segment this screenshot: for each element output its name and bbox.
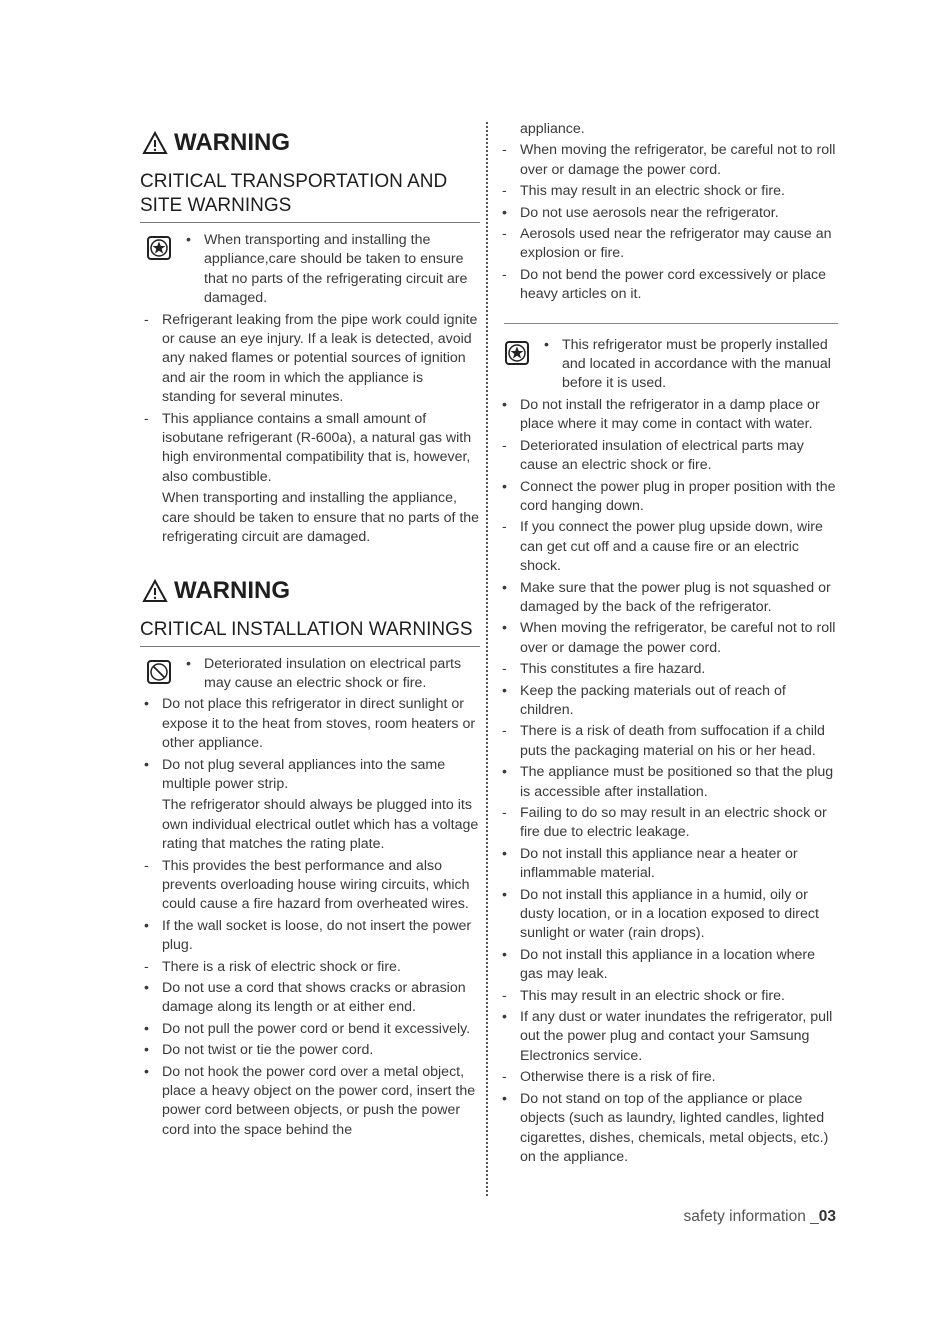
list-item: - If you connect the power plug upside down, wire can get cut off and a cause fire or an electric shock. [498,518,838,576]
list-item: - There is a risk of electric shock or fire. [140,958,480,977]
list-item: • Do not use aerosols near the refrigerator. [498,204,838,223]
list-item: - This constitutes a fire hazard. [498,660,838,679]
list-item: - This appliance contains a small amount of isobutane refrigerant (R-600a), a natural gas with high environmental compatibility that is, however, also combustible. [140,410,480,488]
list-item: - There is a risk of death from suffocation if a child puts the packaging material on his or her head. [498,722,838,761]
list-item: • Keep the packing materials out of reach of children. [498,682,838,721]
left-column [140,128,480,1142]
list-item: - Failing to do so may result in an electric shock or fire due to electric leakage. [498,804,838,843]
list-item: • Do not install the refrigerator in a damp place or place where it may come in contact with water. [498,396,838,435]
list-item: - This provides the best performance and also prevents overloading house wiring circuits, which could cause a fire hazard from overheated wires. [140,857,480,915]
list-item: - This may result in an electric shock or fire. [498,182,838,201]
warning-heading-1 [142,128,480,158]
list-item: • When moving the refrigerator, be careful not to roll over or damage the power cord. [498,619,838,658]
list-item: • Make sure that the power plug is not squashed or damaged by the back of the refrigerator. [498,579,838,618]
list-item: • Do not pull the power cord or bend it excessively. [140,1020,480,1039]
footer-label: safety information _ [683,1208,819,1225]
list-item: • Do not install this appliance in a humid, oily or dusty location, or in a location exposed to direct sunlight or water (rain drops). [498,886,838,944]
page-number: 03 [818,1208,836,1225]
star-box-icon [504,340,530,366]
list-item: • Do not use a cord that shows cracks or abrasion damage along its length or at either end. [140,979,480,1018]
list-item: • If the wall socket is loose, do not insert the power plug. [140,917,480,956]
column-divider [486,122,488,1196]
list-item: • When transporting and installing the appliance,care should be taken to ensure that no parts of the refrigerating circuit are damaged. [184,231,480,309]
section-rule [504,323,838,324]
list-item: When transporting and installing the appliance, care should be taken to ensure that no parts of the refrigerating circuit are damaged. [162,490,480,546]
list-item: - Aerosols used near the refrigerator may cause an explosion or fire. [498,225,838,264]
warning-triangle-icon [142,131,168,155]
list-item: • Do not plug several appliances into the same multiple power strip. [140,756,480,795]
list-item: - When moving the refrigerator, be careful not to roll over or damage the power cord. [498,141,838,180]
warning-label: WARNING [174,129,290,156]
list-item: appliance. [520,121,585,137]
list-item: - Do not bend the power cord excessively or place heavy articles on it. [498,266,838,305]
list-item: • The appliance must be positioned so that the plug is accessible after installation. [498,763,838,802]
list-item: - This may result in an electric shock or fire. [498,987,838,1006]
warning-label: WARNING [174,576,290,604]
section-title-transportation: CRITICAL TRANSPORTATION AND SITE WARNINGS [140,170,480,223]
list-item: • This refrigerator must be properly installed and located in accordance with the manual before it is used. [542,336,838,394]
list-item: • Do not place this refrigerator in direct sunlight or expose it to the heat from stoves, room heaters or other appliance. [140,695,480,753]
list-item: • Do not stand on top of the appliance or place objects (such as laundry, lighted candles, lighted cigarettes, dishes, chemicals, metal objects, etc.) on the appliance. [498,1090,838,1168]
prohibited-note-row [140,655,480,696]
warning-heading-2 [142,576,480,606]
star-note-row [498,336,838,396]
list-item: • Do not twist or tie the power cord. [140,1041,480,1060]
list-item: The refrigerator should always be plugged into its own individual electrical outlet which has a voltage rating that matches the rating plate. [162,797,479,853]
page-footer [683,1208,836,1226]
warning-triangle-icon [142,579,168,603]
prohibited-box-icon [146,659,172,685]
section-title-installation: CRITICAL INSTALLATION WARNINGS [140,618,480,647]
list-item: • Do not install this appliance in a location where gas may leak. [498,946,838,985]
star-note-row [140,231,480,311]
list-item: - Deteriorated insulation of electrical parts may cause an electric shock or fire. [498,437,838,476]
right-column [498,120,838,1169]
list-item: • If any dust or water inundates the refrigerator, pull out the power plug and contact your Samsung Electronics service. [498,1008,838,1066]
star-box-icon [146,235,172,261]
list-item: • Deteriorated insulation on electrical parts may cause an electric shock or fire. [184,655,480,694]
list-item: • Do not install this appliance near a heater or inflammable material. [498,845,838,884]
list-item: • Do not hook the power cord over a metal object, place a heavy object on the power cord, insert the power cord between objects, or push the power cord into the space behind the [140,1063,480,1141]
list-item: • Connect the power plug in proper position with the cord hanging down. [498,478,838,517]
list-item: - Otherwise there is a risk of fire. [498,1068,838,1087]
list-item: - Refrigerant leaking from the pipe work could ignite or cause an eye injury. If a leak is detected, avoid any naked flames or potential sources of ignition and air the room in which the appliance is standing for several minutes. [140,311,480,408]
